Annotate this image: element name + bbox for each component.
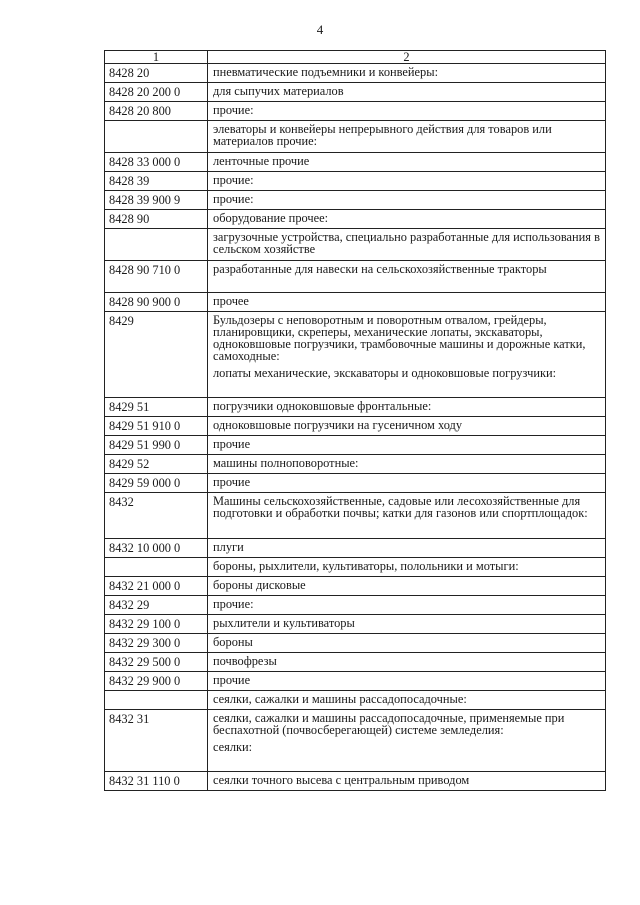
code-cell: 8429 51 910 0 xyxy=(105,417,208,436)
description-cell xyxy=(208,312,606,398)
code-cell xyxy=(105,229,208,261)
description-cell xyxy=(208,83,606,102)
description-cell xyxy=(208,102,606,121)
description-text: сеялки, сажалки и машины рассадопосадочные: xyxy=(213,692,467,706)
table-row xyxy=(105,436,606,455)
table-row xyxy=(105,191,606,210)
code-cell: 8429 xyxy=(105,312,208,398)
description-cell xyxy=(208,121,606,153)
description-cell xyxy=(208,191,606,210)
table-row xyxy=(105,398,606,417)
code-cell: 8432 29 900 0 xyxy=(105,672,208,691)
description-text: погрузчики одноковшовые фронтальные: xyxy=(213,399,432,413)
description-cell xyxy=(208,615,606,634)
description-text: прочие xyxy=(213,437,251,451)
description-cell xyxy=(208,474,606,493)
code-cell: 8428 90 xyxy=(105,210,208,229)
description-cell xyxy=(208,229,606,261)
description-text: плуги xyxy=(213,540,244,554)
table-row xyxy=(105,474,606,493)
description-text: оборудование прочее: xyxy=(213,211,329,225)
description-text: прочие: xyxy=(213,192,254,206)
code-cell: 8428 20 200 0 xyxy=(105,83,208,102)
table-row xyxy=(105,229,606,261)
description-cell xyxy=(208,153,606,172)
description-cell xyxy=(208,672,606,691)
page-number: 4 xyxy=(316,22,324,37)
description-text: для сыпучих материалов xyxy=(213,84,344,98)
description-text: бороны, рыхлители, культиваторы, полольники и мотыги: xyxy=(213,559,519,573)
table-row xyxy=(105,312,606,398)
code-cell xyxy=(105,558,208,577)
code-cell: 8428 20 800 xyxy=(105,102,208,121)
description-text: бороны xyxy=(213,635,253,649)
description-text: бороны дисковые xyxy=(213,578,306,592)
description-text: прочие: xyxy=(213,103,254,117)
code-cell: 8429 59 000 0 xyxy=(105,474,208,493)
code-cell: 8429 51 xyxy=(105,398,208,417)
description-cell xyxy=(208,596,606,615)
code-cell: 8432 29 300 0 xyxy=(105,634,208,653)
description-cell xyxy=(208,691,606,710)
table-row xyxy=(105,691,606,710)
table-row xyxy=(105,210,606,229)
description-text: загрузочные устройства, специально разработанные для использования в сельском хозяйстве xyxy=(213,230,600,256)
description-text: ленточные прочие xyxy=(213,154,310,168)
code-cell xyxy=(105,121,208,153)
description-cell xyxy=(208,398,606,417)
table-row xyxy=(105,293,606,312)
table-row xyxy=(105,596,606,615)
description-text: Машины сельскохозяйственные, садовые или лесохозяйственные для подготовки и обработки почвы; катки для газонов или спортплощадок: xyxy=(213,494,588,520)
description-text: одноковшовые погрузчики на гусеничном ходу xyxy=(213,418,463,432)
table-row xyxy=(105,772,606,791)
code-cell: 8432 21 000 0 xyxy=(105,577,208,596)
code-cell xyxy=(105,691,208,710)
description-cell xyxy=(208,710,606,772)
code-cell: 8428 20 xyxy=(105,64,208,83)
description-text: почвофрезы xyxy=(213,654,277,668)
code-cell: 8432 31 xyxy=(105,710,208,772)
description-cell xyxy=(208,210,606,229)
column-header-code: 1 xyxy=(105,51,208,64)
table-row xyxy=(105,539,606,558)
code-cell: 8428 90 710 0 xyxy=(105,261,208,293)
description-cell xyxy=(208,64,606,83)
code-cell: 8432 xyxy=(105,493,208,539)
description-cell xyxy=(208,455,606,474)
code-cell: 8432 29 xyxy=(105,596,208,615)
description-cell xyxy=(208,539,606,558)
description-text: машины полноповоротные: xyxy=(213,456,359,470)
table-row xyxy=(105,710,606,772)
description-cell xyxy=(208,261,606,293)
table-row xyxy=(105,672,606,691)
description-text: разработанные для навески на сельскохозяйственные тракторы xyxy=(213,262,547,276)
table-header-row xyxy=(105,51,606,64)
description-cell xyxy=(208,172,606,191)
tariff-code-table xyxy=(104,50,606,791)
code-cell: 8429 51 990 0 xyxy=(105,436,208,455)
description-cell xyxy=(208,558,606,577)
table-body xyxy=(105,64,606,791)
code-cell: 8428 90 900 0 xyxy=(105,293,208,312)
table-row xyxy=(105,558,606,577)
description-cell xyxy=(208,772,606,791)
description-cell xyxy=(208,634,606,653)
column-header-description: 2 xyxy=(208,51,606,64)
code-cell: 8428 39 900 9 xyxy=(105,191,208,210)
table-row xyxy=(105,634,606,653)
code-cell: 8429 52 xyxy=(105,455,208,474)
description-cell xyxy=(208,577,606,596)
table-row xyxy=(105,455,606,474)
table-row xyxy=(105,261,606,293)
table-row xyxy=(105,577,606,596)
table-row xyxy=(105,64,606,83)
table-row xyxy=(105,121,606,153)
table-row xyxy=(105,493,606,539)
description-text: сеялки, сажалки и машины рассадопосадочные, применяемые при беспахотной (почвосберегающей) системе земледелия: xyxy=(213,711,565,737)
description-cell xyxy=(208,653,606,672)
description-text: прочие: xyxy=(213,173,254,187)
description-text: сеялки точного высева с центральным приводом xyxy=(213,773,470,787)
description-cell xyxy=(208,293,606,312)
description-text: Бульдозеры с неповоротным и поворотным отвалом, грейдеры, планировщики, скреперы, механические лопаты, экскаваторы, одноковшовые погрузчики, трамбовочные машины и дорожные катки, самоходные: xyxy=(213,313,586,363)
description-text: сеялки: xyxy=(213,740,253,754)
description-text: рыхлители и культиваторы xyxy=(213,616,355,630)
table-row xyxy=(105,172,606,191)
table-row xyxy=(105,615,606,634)
table-row xyxy=(105,102,606,121)
description-text: прочие: xyxy=(213,597,254,611)
description-text: элеваторы и конвейеры непрерывного действия для товаров или материалов прочие: xyxy=(213,122,552,148)
table-row xyxy=(105,417,606,436)
table-row xyxy=(105,153,606,172)
code-cell: 8432 31 110 0 xyxy=(105,772,208,791)
code-cell: 8428 39 xyxy=(105,172,208,191)
description-text: прочие xyxy=(213,475,251,489)
code-cell: 8428 33 000 0 xyxy=(105,153,208,172)
description-text: прочее xyxy=(213,294,249,308)
code-cell: 8432 29 100 0 xyxy=(105,615,208,634)
description-cell xyxy=(208,493,606,539)
code-cell: 8432 29 500 0 xyxy=(105,653,208,672)
description-text: лопаты механические, экскаваторы и одноковшовые погрузчики: xyxy=(213,366,557,380)
description-text: прочие xyxy=(213,673,251,687)
description-cell xyxy=(208,436,606,455)
description-cell xyxy=(208,417,606,436)
table-row xyxy=(105,83,606,102)
description-text: пневматические подъемники и конвейеры: xyxy=(213,65,439,79)
code-cell: 8432 10 000 0 xyxy=(105,539,208,558)
table-row xyxy=(105,653,606,672)
